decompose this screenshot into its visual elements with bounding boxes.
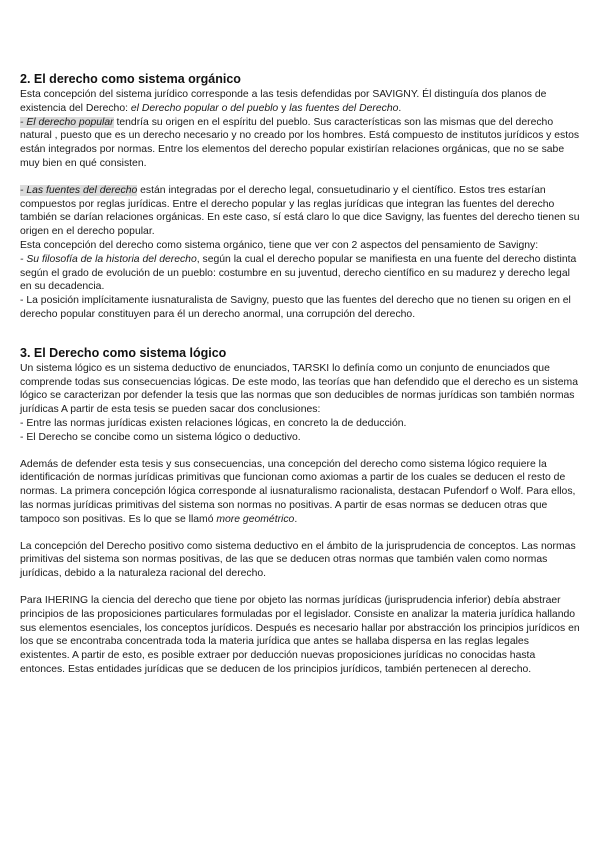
section-2-paragraph-1 xyxy=(20,88,580,116)
section-2-paragraph-5 xyxy=(20,253,580,294)
section-2-p3-text: están integradas por el derecho legal, consuetudinario y el científico. Estos tres estarían compuestos por reglas jurídicas. Entre el derecho popular y las reglas jurídicas que integran las fuentes del derecho también se darían relaciones orgánicas. En este caso, sí está claro lo que dice Savigny, las fuentes del derecho tienen su origen en el derecho popular. xyxy=(20,184,580,238)
section-3-paragraph-4 xyxy=(20,458,580,527)
section-2-paragraph-2 xyxy=(20,116,580,171)
section-2-p1-emphasis-1: el Derecho popular o del pueblo xyxy=(130,102,279,114)
section-2-p1-mid: y xyxy=(278,102,290,114)
section-3-heading: 3. El Derecho como sistema lógico xyxy=(20,345,227,360)
section-2-p1-end: . xyxy=(398,102,402,114)
section-2-heading: 2. El derecho como sistema orgánico xyxy=(20,72,241,86)
section-2-paragraph-4: Esta concepción del derecho como sistema orgánico, tiene que ver con 2 aspectos del pensamiento de Savigny: xyxy=(20,239,539,251)
highlight-derecho-popular: - El derecho popular xyxy=(20,116,114,128)
section-2-p5-emphasis: - Su filosofía de la historia del derecho xyxy=(20,253,197,265)
section-3-paragraph-3: - El Derecho se concibe como un sistema lógico o deductivo. xyxy=(20,431,301,443)
section-2-p1-text: Esta concepción del sistema jurídico corresponde a las tesis defendidas por SAVIGNY. Él distinguía dos planos de existencia del Derecho: xyxy=(20,89,547,114)
section-3-p4-emphasis: more geométrico xyxy=(216,513,295,525)
section-2-p1-emphasis-2: las fuentes del Derecho xyxy=(289,102,399,114)
section-3-paragraph-1: Un sistema lógico es un sistema deductivo de enunciados, TARSKI lo definía como un conjunto de enunciados que comprende todas sus consecuencias lógicas. De este modo, las teorías que han defendido que el derecho es un sistema lógico se caracterizan por defender la tesis que las normas que son deducibles de normas jurídicas son también normas jurídicas A partir de esta tesis se pueden sacar dos conclusiones: xyxy=(20,362,578,416)
section-2-paragraph-3 xyxy=(20,184,580,239)
highlight-fuentes-del-derecho: - Las fuentes del derecho xyxy=(20,184,138,196)
section-2-paragraph-6: - La posición implícitamente iusnaturalista de Savigny, puesto que las fuentes del derecho que no tienen su origen en el derecho popular constituyen para él un derecho anormal, una corrupción del derecho. xyxy=(20,295,571,320)
section-3-paragraph-6: Para IHERING la ciencia del derecho que tiene por objeto las normas jurídicas (jurisprudencia inferior) debía abstraer principios de las proposiciones particulares formuladas por el legislador. Consiste en analizar la materia jurídica hallando sus elementos esenciales, los conceptos jurídicos. Después es necesario hallar por abstracción los principios jurídicos en los que se encontraba concentrada toda la materia jurídica que antes se hallaba dispersa en las reglas legales existentes. A partir de esto, es posible extraer por deducción nuevas proposiciones jurídicas no conocidas hasta entonces. Estas entidades jurídicas que se deducen de los principios jurídicos, también pertenecen al derecho. xyxy=(20,594,580,675)
section-3-paragraph-5: La concepción del Derecho positivo como sistema deductivo en el ámbito de la jurisprudencia de conceptos. Las normas primitivas del sistema son normas positivas, de las que se deducen otras normas que también valen como normas jurídicas, debido a la naturaleza racional del derecho. xyxy=(20,540,576,580)
section-2-p5-text: , según la cual el derecho popular se manifiesta en una fuente del derecho distinta según el grado de evolución de un pueblo: costumbre en su juventud, derecho científico en su madurez y derecho legal en su decadencia. xyxy=(20,253,577,293)
section-3-p4-end: . xyxy=(294,513,298,525)
section-3-p4-text: Además de defender esta tesis y sus consecuencias, una concepción del derecho como sistema lógico requiere la identificación de normas jurídicas primitivas que funcionan como axiomas a partir de los cuales se deducen el resto de normas. La primera concepción lógica corresponde al iusnaturalismo racionalista, destacan Pufendorf o Wolf. Para ellos, las normas jurídicas primitivas del sistema son normas no positivas. A partir de esas normas se deducen otras que tampoco son positivas. Es lo que se llamó xyxy=(20,458,576,525)
section-3-paragraph-2: - Entre las normas jurídicas existen relaciones lógicas, en concreto la de deducción. xyxy=(20,417,407,429)
section-2-p2-text: tendría su origen en el espíritu del pueblo. Sus características son las mismas que del derecho natural , puesto que es un derecho necesario y no creado por los hombres. Está compuesto de institutos jurídicos y estos están integrados por normas. Entre los elementos del derecho popular existirían relaciones orgánicas, que no se sabe muy bien en qué consisten. xyxy=(20,116,580,169)
